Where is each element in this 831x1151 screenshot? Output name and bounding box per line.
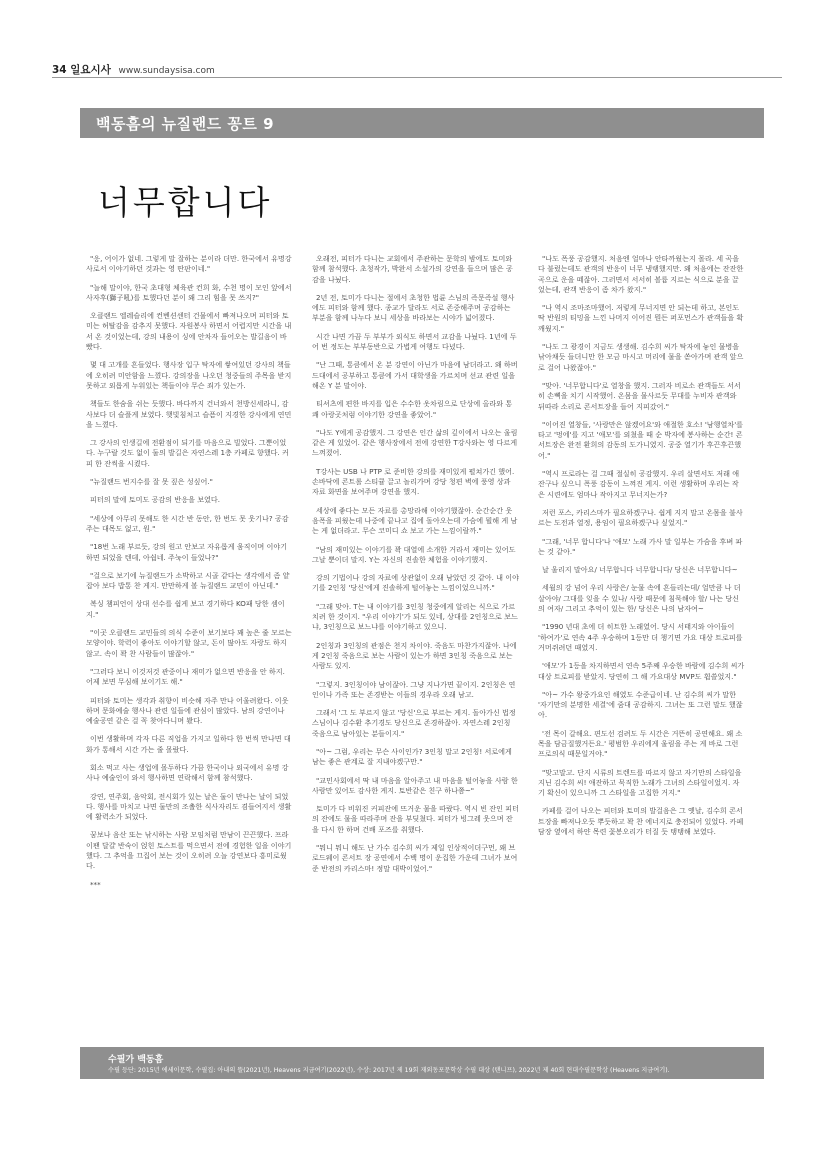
paragraph: "나도 그 광경이 지금도 생생해. 김수희 씨가 탁자에 놓인 물병을 낚아채듯 들더니만 한 모금 마시고 머리에 물을 쏟아가며 관객 앞으로 걸어 나왔잖아."	[538, 342, 744, 372]
paragraph: "그래 맞아. T는 내 이야기를 3인칭 청중에게 알리는 식으로 가르치려 한 것이지. "우리 이야기'가 되도 있네, 상대를 2인칭으로 보느냐, 3인칭으로 보느냐를 이야기하고 있으니.	[312, 601, 518, 632]
paragraph: "그래, '너무 합니다'나 '애모' 노래 가사 말 일부는 가슴을 후벼 파는 것 같아."	[538, 536, 743, 556]
page-header	[52, 62, 215, 77]
paragraph: "아~ 가수 왕중가요인 해였도 수준급이네. 난 김수희 씨가 말한 '자기만의 분명한 세결'에 줌대 공감하지. 그녀는 또 그런 말도 했잖아.	[538, 689, 743, 720]
paragraph: 피터의 말에 토미도 공감의 반응을 보였다.	[90, 495, 221, 505]
article-title: 너무합니다	[98, 183, 273, 222]
column-series-title: 백동흠의 뉴질랜드 꽁트 9	[96, 115, 275, 133]
paragraph: ***	[90, 879, 101, 889]
paragraph: 책들도 한숨을 쉬는 듯했다. 바다까지 건너와서 천방신세라니, 감사보다 더 슬플게 보였다. 햇빛침처고 슬픔이 지경한 강사에게 연민을 느꼈다.	[86, 399, 292, 429]
page-number: 34 일요시사	[52, 64, 111, 76]
paragraph: 이번 생활하며 각자 다른 직업을 가지고 일하다 한 번씩 만나면 대화가 통해서 시간 가는 줄 몰랐다.	[86, 734, 291, 754]
paragraph: "걸으로 보기에 뉴질랜드가 소박하고 시골 같다는 생각에서 좀 얕잡아 보다 밥통 찬 게지. 만만하게 볼 뉴질랜드 교민이 아닌데."	[86, 570, 290, 591]
paragraph: "남의 재미있는 이야기를 꽉 대열에 소개한 거라서 재미는 있어도 그날 뿐이더 말지. Y는 자신의 진솔한 체험을 이야기했지.	[312, 544, 516, 564]
paragraph: "뭐니 뭐니 해도 난 가수 김수희 씨가 제일 인상적이더구먼, 왜 브로드웨이 콘서트 장 공연에서 수백 명이 운집한 가운데 그녀가 보여준 반전의 카리스마! 정말 대박이었어."	[312, 843, 518, 873]
paragraph: 시간 나면 가끔 두 부부가 외식도 하면서 교감을 나눴다. 1년에 두어 번 정도는 부부동반으로 가볍게 여행도 다녔다.	[312, 331, 517, 352]
author-bio: 수필 등단: 2015년 에세이문학, 수필집: 아내의 뜰(2021년), Heavens 지금여기(2022년), 수상: 2017년 제 19회 재외동포문학상 수필 대상 (탠니프), 2022년 제 40회 현대수필문학상 (Heavens 지금여기).	[108, 1067, 670, 1074]
paragraph: 강연, 연주회, 음악회, 전시회가 있는 날은 둘이 만나는 날이 되었다. 행사를 마치고 나면 둘만의 조촐한 식사자리도 겸들여지서 생활에 활력소가 되었다.	[86, 791, 292, 822]
site-url: www.sundaysisa.com	[118, 66, 215, 76]
author-footer	[80, 1047, 764, 1079]
paragraph: 그 강사의 인생길에 전환점이 되기를 마음으로 빌었다. 그뿐이었다. 누구랄 것도 없이 둘의 발길은 자연스레 1층 카페로 향했다. 커피 한 잔씩을 시켰다.	[86, 438, 289, 468]
article-column-2	[312, 254, 519, 882]
paragraph: "18번 노래 부르듯, 강의 원고 안보고 자유롭게 움직이며 이야기하면 되었을 텐데, 아쉽네. 주눅이 들었나?"	[86, 542, 288, 562]
paragraph: 복싱 챔피언이 상대 선수를 쉽게 보고 경기하다 KO패 당한 셈이지."	[86, 599, 285, 619]
paragraph: "뉴질랜드 번지수를 잘 못 짚은 성싶어."	[90, 477, 213, 487]
paragraph: 꿈보나 음산 또는 낚시하는 사람 모임처럼 만남이 끈끈했다. 프라이팬 달걀 반숙이 얹힌 토스트를 먹으면서 전에 경험한 일을 이야기했다. 그 추억을 끄집어 보는 것이 오히려 오늘 강연보다 흥미로웠다.	[86, 830, 292, 871]
paragraph: "세상에 아무리 못해도 한 시간 반 동안, 한 번도 못 웃기나? 공감 주는 대목도 없고, 원."	[86, 513, 289, 533]
paragraph: 피터와 토미는 생각과 취향이 비슷해 자주 만나 어울려왔다. 이웃하며 문화예술 행사나 관련 일들에 관심이 많았다. 남의 강연이나 예술공연 같은 걸 꼭 찾아다니며 봤다.	[86, 695, 289, 726]
paragraph: "응, 어이가 없네. 그렇게 말 잘하는 분이라 더만. 한국에서 유명강사로서 이야기하던 것과는 영 딴판이네."	[86, 254, 292, 274]
paragraph: 2년 전, 토미가 다니는 절에서 초청한 법륜 스님의 즉문즉설 행사에도 피터와 함께 했다. 종교가 달라도 서로 존중해주며 공감하는 부분을 함께 나누다 보니 세상을 바라보는 시야가 넓어졌다.	[312, 292, 515, 323]
paragraph: "난 그때, 통큼에서 온 분 강연이 아닌가 마음에 남더라고. 왜 하버드대에서 공부하고 통큼에 가서 대학생을 가르치며 선교 관련 일을 해온 Y 분 말이야.	[312, 360, 518, 390]
paragraph: 세월의 강 넘어 우리 사랑은/ 눈물 속에 흔들리는데/ 얼만큼 나 더 살아야/ 그대를 잊을 수 있나/ 사랑 때문에 침묵해야 할/ 나는 당신의 여자/ 그리고 추억이 있는 한/ 당신은 나의 남자여~	[538, 583, 741, 614]
paragraph: 오래전, 피터가 다니는 교회에서 주관하는 문학의 밤에도 토미와 함께 참석했다. 초청작가, 박완서 소설가의 강연을 들으며 많은 공감을 나눴다.	[312, 254, 513, 284]
paragraph: 세상에 좋다는 모든 자료를 총망라해 이야기했잖아. 순간순간 웃음폭을 피웠는데 나중에 끝나고 집에 돌아오는데 가슴에 뭘해 게 남는 게 없더라고. 무슨 코미디 쇼 보고 가는 느낌이랄까."	[312, 505, 518, 536]
paragraph: "그렇지. 3인칭이야 남이잖아. 그냥 지나가면 끝이지. 2인칭은 연인이나 가족 또는 존경받는 이들의 경우라 오래 남고.	[312, 679, 516, 699]
author-name: 수필가 백동흠	[108, 1055, 164, 1065]
paragraph: 2인칭과 3인칭의 관점은 천지 차이야. 죽음도 마찬가지잖아. 나에게 2인칭 죽음으로 보는 사람이 있는가 하면 3인칭 죽음으로 보는 사람도 있지.	[312, 640, 517, 671]
paragraph: "나도 폭풍 공감했지. 처음엔 얼마나 안타까웠는지 몰라. 세 곡을 다 불렀는데도 관객의 반응이 너무 냉랭했지만. 왜 처음에는 잔잔한 곡으로 운을 떼잖아. 그러면서 서서히 볼륨 지르는 식으로 분을 끌었는데, 관객 반응이 좀 차가 왔지."	[538, 254, 744, 294]
paragraph: 오클랜드 엘레슬리에 컨벤션센터 건물에서 빠져나오며 피터와 토미는 허탈감을 감추지 못했다. 자원봉사 하면서 어렵지만 시간을 내서 온 것이었는데, 강의 내용이 싱에 안차자 들어오는 발길음이 바빴다.	[86, 311, 292, 352]
paragraph: '전 목이 갈해요. 편도선 검려도 두 시간은 거뜬히 공연해요. 왜 소 목을 담금질했거든요.' 평범한 우리에게 울림을 주는 게 바로 그런 프로의식 때문일거야."	[538, 728, 743, 759]
paragraph: 몇 대 고개를 흔들었다. 행사장 입구 탁자에 쌓여있던 강사의 책들에 오히려 미안함을 느꼈다. 강의장을 나오던 청중들의 주목을 받지 못하고 외롭게 누워있는 책들이야 무슨 죄가 있는가.	[86, 360, 292, 390]
paragraph: 강의 기법이나 강의 자료에 상관없이 오래 남았던 것 같아. 내 이야기를 2인칭 '당신'에게 진솔하게 털어놓는 느낌이었으니까."	[312, 573, 519, 593]
paragraph: T강사는 USB 나 PTP 로 준비한 강의를 재미있게 펼쳐가긴 했어. 손바닥에 콘트롤 스티큘 끌고 놀리가며 강당 청편 벽에 풍영 상과 자료 화면을 보여주며 강연을 했지.	[312, 466, 515, 497]
article-column-3	[538, 254, 745, 845]
paragraph: "나 역시 조마조마했어. 저렇게 무너지면 안 되는데 하고, 본인도 딱 반원의 티밍을 느낀 나머지 이어진 뭔든 퍼포먼스가 관객들을 확 깨웠지."	[538, 303, 744, 333]
paragraph: 회소 먹고 사는 생업에 몰두하다 가끔 한국이나 외국에서 유명 강사나 예술인이 와서 행사하면 연락해서 함께 참석했다.	[86, 762, 289, 783]
paragraph: "교민사회에서 딱 내 마음을 알아주고 내 마음을 털어놓을 사람 한 사람만 있어도 감사한 게지. 토반같은 친구 하나쯤~"	[312, 775, 518, 795]
paragraph: "늘해 말이야, 한국 초대형 체육관 컨희 화, 수천 명이 모인 앞에서 사자후(獅子吼)를 토했다던 분이 왜 그리 힘을 못 쓰지?"	[86, 282, 292, 302]
header-rule	[52, 77, 782, 78]
paragraph: 토미가 다 비워진 커피잔에 뜨거운 물을 따랐다. 역시 빈 잔인 피터의 잔에도 물을 따라주며 잔을 부딪쳤다. 피터가 빙그레 웃으며 잔을 다시 한 하며 건배 포즈를 취했다.	[312, 804, 519, 834]
paragraph: "이어진 열창들, '사랑만은 않겠어요'와 애절한 호소! '남행열차'를 타고 '멍에'를 지고 '애모'를 외쳤을 때 순 박자에 봉사하는 순간! 콘서트장은 완전 환희의 감동의 도가니였지. 공중 열기가 후끈후끈했어."	[538, 419, 744, 460]
paragraph: "이곳 오클랜드 교민들의 의식 수준이 보기보다 꽤 높은 줄 모르는 모양이야. 학력이 좋아도 이야기할 않고, 돈이 많아도 자랑도 하지 않고. 속이 꽉 찬 사람들이 많잖아."	[86, 628, 292, 658]
paragraph: 티셔츠에 편한 바지를 입은 수수한 옷차림으로 단상에 올라와 통쾌 아랑곳처럼 이야기한 강연을 좋았어."	[312, 399, 513, 419]
paragraph: 날 울리지 말아요/ 너무합니다 너무합니다/ 당신은 너무합니다~	[542, 565, 738, 575]
paragraph: 카페를 걸어 나오는 피터와 토미의 발걸음은 그 옛날, 김수희 콘서트장을 빠져나오듯 뿌듯하고 꽉 찬 에너지로 충전되어 있었다. 카페 담장 옆에서 하얀 목련 꽃봉오리가 터질 듯 탱탱해 보였다.	[538, 806, 744, 837]
paragraph: "맞아. '너무합니다'로 열창을 했지. 그러자 비로소 관객들도 서서히 손뼉을 치기 시작했어. 온몸을 물사르듯 무대를 누비자 관객와 뒤따라 소리로 콘서트장을 들어 지피갔어."	[538, 380, 741, 411]
paragraph: 그래서 '그 도 부르지 않고 '당신'으로 부르는 게지. 돌아가신 법정 스님이나 김수환 추기경도 당신으로 존경하잖아. 자연스레 2인칭 죽음으로 남아있는 분들이지."	[312, 708, 516, 738]
paragraph: "1990 년대 초에 더 히트한 노래였어. 당시 서태지와 아이들이 '하여가'로 연속 4주 우승하며 1등만 더 챙기면 가요 대상 트로피를 거머쥐려던 때였지.	[538, 622, 743, 652]
column-banner	[80, 108, 764, 138]
paragraph: "맞고말고. 단지 시류의 트렌드를 따르지 않고 자기만의 스타일을 지닌 김수희 씨! 애잔하고 묵직한 노래가 그녀의 스타일이었지. 자기 확신이 있으니까 그 스타일을 고집한 거지."	[538, 767, 742, 798]
paragraph: '애모'가 1등을 차지하면서 연속 5주째 우승한 바람에 김수희 씨가 대상 트로피를 받았지. 당연히 그 해 가요대상 MVP도 휩쓸었지."	[538, 661, 745, 681]
paragraph: "역시 프로라는 걸 그때 절실히 공감했지. 우리 살면서도 저래 애잔구나 싶으니 폭풍 감동이 느껴진 게지. 이런 생활하며 우리는 작은 시련에도 엄마나 작아지고 무너지는가?	[538, 469, 740, 499]
paragraph: "아~ 그럼, 우리는 무슨 사이인가? 3인칭 말고 2인칭! 서로에게 남는 좋은 관계로 잘 지내야겠구만."	[312, 746, 512, 767]
article-column-1	[86, 254, 293, 898]
paragraph: "나도 Y에게 공감했지. 그 강연은 인간 삶의 깊이에서 나오는 울림 같은 게 있었어. 같은 행사장에서 전에 강연한 T강사와는 영 다르게 느껴졌어.	[312, 427, 518, 458]
paragraph: 저런 포스, 카리스마가 필요하겠구나. 쉽게 지지 말고 온몸을 불사르는 도전과 열정, 용임이 필요하겠구나 싶었지."	[538, 507, 743, 528]
paragraph: "그러다 보니 이것저것 관중이나 재미가 없으면 반응을 안 하지. 어제 보면 무심해 보이기도 해."	[86, 666, 285, 687]
